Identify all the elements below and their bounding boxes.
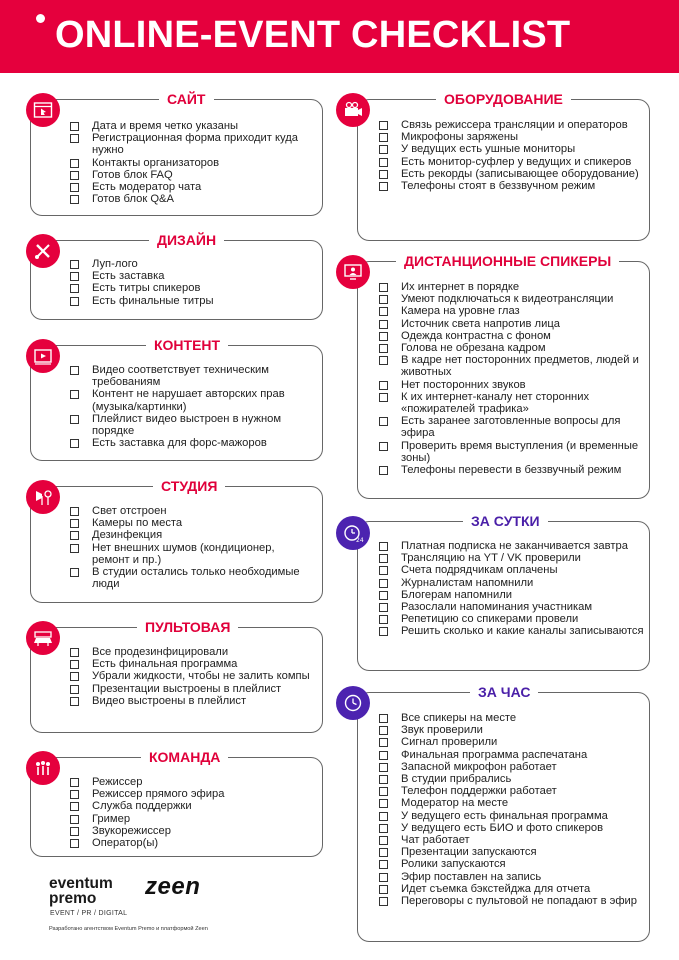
checklist-item-label: Оператор(ы) [92, 837, 159, 850]
checklist-item-label: Ролики запускаются [401, 858, 506, 871]
checklist-item [70, 566, 315, 590]
section-title-hour-before: ЗА ЧАС [470, 683, 538, 701]
checklist-item [379, 834, 644, 846]
checklist-item-label: В кадре нет посторонних предметов, людей и животных [401, 354, 639, 379]
checklist-item [379, 846, 644, 858]
checklist-item-label: Есть монитор-суфлер у ведущих и спикеров [401, 155, 632, 168]
checkbox[interactable] [70, 272, 79, 281]
checklist-item [379, 749, 644, 761]
checklist-item [379, 895, 644, 907]
checklist-item [70, 683, 315, 695]
checklist-item [70, 813, 315, 825]
design-tools-icon [26, 234, 60, 268]
checkbox[interactable] [379, 356, 388, 365]
checklist-item-label: У ведущего есть БИО и фото спикеров [401, 821, 604, 834]
team-checklist [70, 776, 315, 849]
team-people-icon [26, 751, 60, 785]
checklist-item-label: Есть рекорды (записывающее оборудование) [401, 167, 639, 180]
checkbox[interactable] [379, 320, 388, 329]
checklist-item-label: Переговоры с пультовой не попадают в эфир [401, 895, 638, 908]
checkbox[interactable] [70, 790, 79, 799]
checklist-item-label: Камера на уровне глаз [401, 305, 520, 318]
remote-speaker-icon [336, 255, 370, 289]
checkbox[interactable] [379, 848, 388, 857]
hour-before-checklist [379, 712, 644, 907]
checklist-item-label: Микрофоны заряжены [401, 131, 519, 144]
checklist-item [70, 529, 315, 541]
checklist-item-label: Телефон поддержки работает [401, 785, 557, 798]
checklist-item [379, 156, 644, 168]
checkbox[interactable] [379, 836, 388, 845]
checkbox[interactable] [70, 827, 79, 836]
checklist-item [379, 577, 644, 589]
section-title-day-before: ЗА СУТКИ [463, 512, 548, 530]
checklist-item [70, 169, 315, 181]
checkbox[interactable] [70, 802, 79, 811]
checklist-item-label: У ведущего есть финальная программа [401, 809, 608, 822]
checklist-item [379, 415, 647, 439]
checklist-item-label: К их интернет-каналу нет сторонних «пожирателей трафика» [401, 390, 590, 416]
checkbox[interactable] [379, 873, 388, 882]
checklist-item [70, 295, 315, 307]
checkbox[interactable] [70, 134, 79, 143]
header-banner [0, 0, 679, 73]
checkbox[interactable] [379, 897, 388, 906]
checklist-item [70, 505, 315, 517]
checklist-item-label: Голова не обрезана кадром [401, 342, 546, 355]
checkbox[interactable] [379, 763, 388, 772]
checklist-item [70, 157, 315, 169]
checkbox[interactable] [70, 390, 79, 399]
checklist-item-label: Репетицию со спикерами провели [401, 613, 579, 626]
checkbox[interactable] [379, 554, 388, 563]
checkbox[interactable] [379, 542, 388, 551]
checklist-item [379, 305, 647, 317]
checklist-item [379, 318, 647, 330]
checklist-item-label: Умеют подключаться к видеотрансляции [401, 293, 614, 306]
checklist-item-label: Контакты организаторов [92, 156, 220, 169]
checklist-item-label: Решить сколько и какие каналы записываются [401, 625, 644, 638]
checklist-item [70, 517, 315, 529]
checklist-item-label: Камеры по места [92, 517, 183, 530]
checklist-item [70, 776, 315, 788]
page-title: ONLINE-EVENT CHECKLIST [55, 14, 571, 56]
checkbox[interactable] [70, 122, 79, 131]
checklist-item [379, 143, 644, 155]
checklist-item [70, 193, 315, 205]
checklist-item [70, 825, 315, 837]
checkbox[interactable] [70, 159, 79, 168]
checklist-item [70, 437, 315, 449]
checklist-item-label: Видео выстроены в плейлист [92, 694, 247, 707]
checklist-item [379, 330, 647, 342]
checkbox[interactable] [70, 672, 79, 681]
checkbox[interactable] [379, 295, 388, 304]
checkbox[interactable] [379, 307, 388, 316]
checklist-item-label: У ведущих есть ушные мониторы [401, 143, 576, 156]
checkbox[interactable] [70, 415, 79, 424]
checkbox[interactable] [379, 466, 388, 475]
checklist-item [379, 589, 644, 601]
checkbox[interactable] [70, 544, 79, 553]
checkbox[interactable] [70, 660, 79, 669]
checklist-item-label: Финальная программа распечатана [401, 748, 588, 761]
checklist-item-label: Гример [92, 812, 131, 825]
checklist-item [70, 364, 315, 388]
checklist-item-label: Телефоны перевести в беззвучный режим [401, 464, 622, 477]
checklist-item [379, 601, 644, 613]
studio-light-icon [26, 480, 60, 514]
day-before-checklist [379, 540, 644, 638]
control-room-checklist [70, 646, 315, 707]
checklist-item-label: Их интернет в порядке [401, 281, 520, 293]
checkbox[interactable] [379, 885, 388, 894]
checkbox[interactable] [379, 860, 388, 869]
logo-line-2: premo [49, 890, 97, 907]
checklist-item-label: Трансляцию на YT / VK проверили [401, 552, 581, 565]
checkbox[interactable] [379, 799, 388, 808]
checklist-item [379, 180, 644, 192]
checkbox[interactable] [379, 133, 388, 142]
checklist-item [379, 810, 644, 822]
checkbox[interactable] [70, 195, 79, 204]
checklist-item [379, 773, 644, 785]
checklist-item [379, 342, 647, 354]
checklist-item-label: Убрали жидкости, чтобы не залить компы [92, 670, 310, 683]
svg-text:24: 24 [356, 537, 364, 544]
remote-speakers-checklist [379, 281, 647, 476]
checkbox[interactable] [379, 381, 388, 390]
checklist-item [379, 293, 647, 305]
section-title-equipment: ОБОРУДОВАНИЕ [436, 90, 571, 108]
checklist-item-label: Есть заставка для форс-мажоров [92, 437, 267, 450]
clock-hour-icon [336, 686, 370, 720]
checklist-item-label: Разослали напоминания участникам [401, 601, 593, 614]
checklist-item-label: Есть заранее заготовленные вопросы для эфира [401, 415, 621, 440]
checklist-item [70, 837, 315, 849]
checkbox[interactable] [70, 648, 79, 657]
checklist-item [379, 354, 647, 378]
agency-tagline: EVENT / PR / DIGITAL [50, 910, 128, 917]
checklist-item-label: Эфир поставлен на запись [401, 870, 542, 883]
checkbox[interactable] [70, 507, 79, 516]
checklist-item-label: Режиссер прямого эфира [92, 788, 225, 801]
checklist-item-label: Журналистам напомнили [401, 576, 534, 589]
checklist-item-label: Чат работает [401, 834, 470, 847]
equipment-checklist [379, 119, 644, 192]
checklist-item-label: Есть модератор чата [92, 181, 202, 194]
checkbox[interactable] [379, 627, 388, 636]
checkbox[interactable] [70, 839, 79, 848]
checklist-item [379, 564, 644, 576]
checkbox[interactable] [379, 158, 388, 167]
content-checklist [70, 364, 315, 449]
checklist-item-label: Плейлист видео выстроен в нужном порядке [92, 412, 282, 438]
design-checklist [70, 258, 315, 307]
checkbox[interactable] [379, 566, 388, 575]
checklist-item [379, 625, 644, 637]
checklist-item [379, 871, 644, 883]
checklist-item-label: Готов блок Q&A [92, 193, 174, 206]
checklist-item [70, 695, 315, 707]
checkbox[interactable] [70, 284, 79, 293]
checklist-item [70, 413, 315, 437]
checklist-item [70, 788, 315, 800]
section-title-team: КОМАНДА [141, 748, 228, 766]
checklist-item-label: Связь режиссера трансляции и операторов [401, 119, 628, 131]
checklist-item [379, 168, 644, 180]
checklist-item-label: Идет съемка бэкстейджа для отчета [401, 882, 591, 895]
checklist-item [379, 440, 647, 464]
section-title-studio: СТУДИЯ [153, 477, 225, 495]
checklist-item [70, 800, 315, 812]
eventum-premo-logo [49, 876, 113, 906]
checkbox[interactable] [379, 393, 388, 402]
checkbox[interactable] [70, 815, 79, 824]
checkbox[interactable] [379, 344, 388, 353]
checklist-item [379, 379, 647, 391]
checklist-item-label: Все продезинфицировали [92, 646, 229, 658]
checklist-item-label: Нет посторонних звуков [401, 378, 526, 391]
checkbox[interactable] [379, 145, 388, 154]
checkbox[interactable] [379, 603, 388, 612]
logo-line-1: eventum [49, 875, 113, 892]
checklist-item [379, 712, 644, 724]
checkbox[interactable] [379, 417, 388, 426]
credit-text: Разработано агентством Eventum Premo и платформой Zeen [49, 926, 208, 932]
checklist-item-label: Служба поддержки [92, 800, 192, 813]
checklist-item [379, 883, 644, 895]
checkbox[interactable] [379, 170, 388, 179]
checklist-item-label: Дата и время четко указаны [92, 120, 239, 132]
website-icon [26, 93, 60, 127]
section-title-content: КОНТЕНТ [146, 336, 228, 354]
checklist-item-label: Звук проверили [401, 724, 483, 737]
checklist-item [379, 119, 644, 131]
section-title-design: ДИЗАЙН [149, 231, 224, 249]
checklist-item-label: Видео соответствует техническим требованиям [92, 364, 269, 389]
checkbox[interactable] [379, 775, 388, 784]
checkbox[interactable] [379, 714, 388, 723]
checklist-item [70, 270, 315, 282]
checklist-item [70, 132, 315, 156]
section-title-control-room: ПУЛЬТОВАЯ [137, 618, 238, 636]
checklist-item [379, 724, 644, 736]
checklist-item-label: Проверить время выступления (и временные зоны) [401, 439, 639, 464]
checklist-item-label: Режиссер [92, 776, 143, 788]
checklist-item [379, 131, 644, 143]
checklist-item [70, 658, 315, 670]
checklist-item [379, 858, 644, 870]
checkbox[interactable] [379, 812, 388, 821]
clock-24-icon [336, 516, 370, 550]
checklist-item [379, 736, 644, 748]
checkbox[interactable] [379, 787, 388, 796]
checklist-item [70, 646, 315, 658]
checkbox[interactable] [70, 685, 79, 694]
checklist-item [379, 785, 644, 797]
checklist-item [70, 120, 315, 132]
checkbox[interactable] [379, 726, 388, 735]
checkbox[interactable] [70, 519, 79, 528]
checklist-item-label: Запасной микрофон работает [401, 760, 557, 773]
checklist-item-label: Презентации запускаются [401, 846, 537, 859]
checklist-item-label: Дезинфекция [92, 529, 163, 542]
checkbox[interactable] [70, 439, 79, 448]
header-dot [36, 14, 45, 23]
checkbox[interactable] [70, 568, 79, 577]
checklist-item [379, 281, 647, 293]
checkbox[interactable] [379, 615, 388, 624]
checklist-item [379, 613, 644, 625]
checkbox[interactable] [379, 332, 388, 341]
checklist-item-label: В студии прибрались [401, 773, 512, 786]
checkbox[interactable] [70, 778, 79, 787]
checkbox[interactable] [379, 591, 388, 600]
checklist-item-label: Платная подписка не заканчивается завтра [401, 540, 628, 552]
checklist-item-label: Телефоны стоят в беззвучном режим [401, 180, 596, 193]
checklist-item [70, 542, 315, 566]
checklist-item-label: Есть заставка [92, 270, 165, 283]
checkbox[interactable] [70, 531, 79, 540]
checkbox[interactable] [70, 260, 79, 269]
checklist-item [379, 822, 644, 834]
checkbox[interactable] [379, 738, 388, 747]
checklist-item-label: Одежда контрастна с фоном [401, 329, 551, 342]
checklist-item [70, 181, 315, 193]
camera-equipment-icon [336, 93, 370, 127]
checkbox[interactable] [70, 297, 79, 306]
section-title-site: САЙТ [159, 90, 214, 108]
checklist-item-label: Счета подрядчикам оплачены [401, 564, 558, 577]
checklist-item [70, 388, 315, 412]
checklist-item-label: Есть финальная программа [92, 658, 238, 671]
checklist-item [379, 552, 644, 564]
checklist-item-label: Модератор на месте [401, 797, 509, 810]
checklist-item-label: Блогерам напомнили [401, 588, 512, 601]
checklist-item [379, 797, 644, 809]
checkbox[interactable] [379, 182, 388, 191]
checklist-item-label: Регистрационная форма приходит куда нужно [92, 132, 298, 157]
checkbox[interactable] [70, 183, 79, 192]
checkbox[interactable] [70, 697, 79, 706]
checklist-item [379, 464, 647, 476]
site-checklist [70, 120, 315, 205]
checkbox[interactable] [379, 579, 388, 588]
checklist-item [379, 761, 644, 773]
checklist-item-label: Готов блок FAQ [92, 168, 173, 181]
checklist-item-label: Свет отстроен [92, 505, 167, 517]
checklist-item-label: Есть финальные титры [92, 294, 214, 307]
checklist-item [70, 258, 315, 270]
checklist-item [379, 391, 647, 415]
video-content-icon [26, 339, 60, 373]
checkbox[interactable] [379, 442, 388, 451]
checklist-item-label: Источник света напротив лица [401, 317, 560, 330]
checklist-item-label: Есть титры спикеров [92, 282, 201, 295]
checklist-item-label: Луп-лого [92, 258, 138, 270]
checklist-item [70, 282, 315, 294]
checklist-item-label: Звукорежиссер [92, 824, 171, 837]
checkbox[interactable] [379, 824, 388, 833]
checkbox[interactable] [70, 366, 79, 375]
checklist-item-label: Все спикеры на месте [401, 712, 517, 724]
checklist-item-label: Презентации выстроены в плейлист [92, 682, 282, 695]
checklist-item-label: Сигнал проверили [401, 736, 498, 749]
checkbox[interactable] [379, 751, 388, 760]
checklist-item [379, 540, 644, 552]
studio-checklist [70, 505, 315, 590]
checkbox[interactable] [379, 121, 388, 130]
checkbox[interactable] [70, 171, 79, 180]
checklist-item-label: Нет внешних шумов (кондиционер, ремонт и пр.) [92, 541, 275, 566]
checkbox[interactable] [379, 283, 388, 292]
zeen-logo: zeen [145, 873, 201, 900]
section-title-remote-speakers: ДИСТАНЦИОННЫЕ СПИКЕРЫ [396, 252, 619, 270]
mixing-console-icon [26, 621, 60, 655]
checklist-item [70, 670, 315, 682]
checklist-item-label: Контент не нарушает авторских прав (музыка/картинки) [92, 388, 285, 413]
checklist-item-label: В студии остались только необходимые люди [92, 566, 300, 591]
